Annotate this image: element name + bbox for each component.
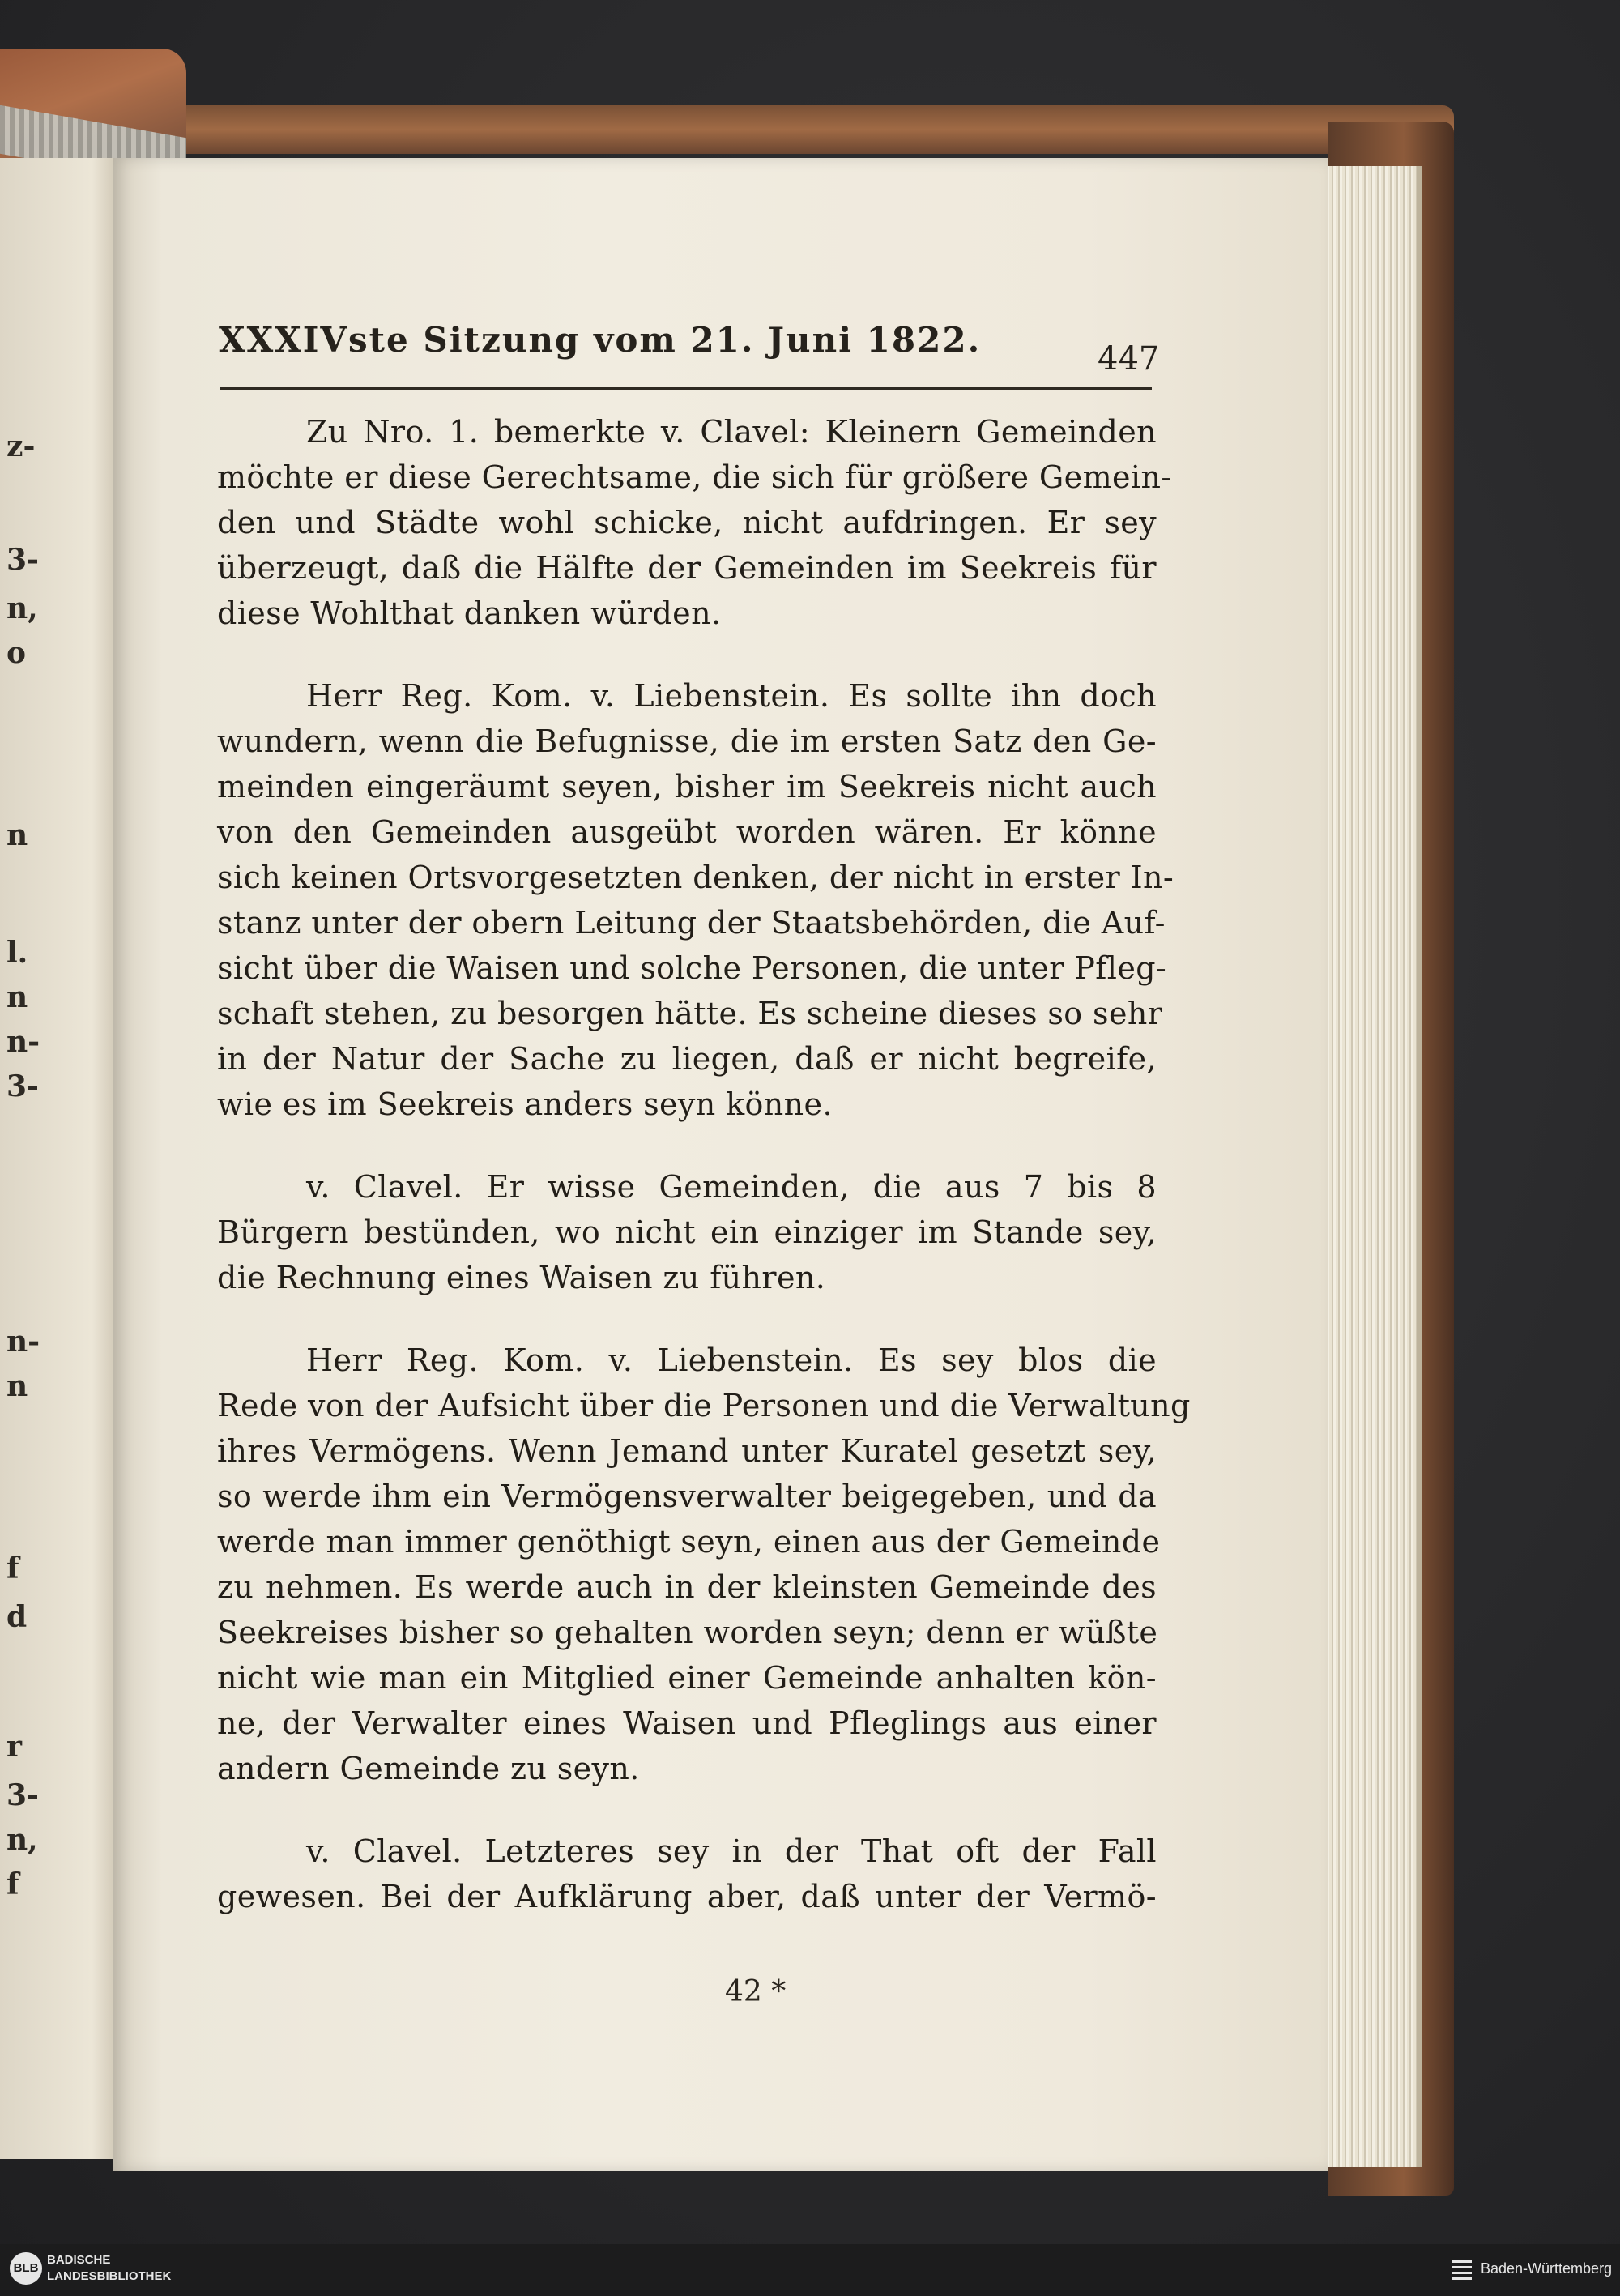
text-line: wundern, wenn die Befugnisse, die im ersten Satz den Ge-: [217, 723, 1157, 759]
left-page-fragment: n: [6, 1369, 28, 1403]
left-page-fragment: n,: [6, 1823, 38, 1857]
text-line: gewesen. Bei der Aufklärung aber, daß unter der Vermö-: [217, 1879, 1157, 1914]
text-line: wie es im Seekreis anders seyn könne.: [217, 1086, 833, 1122]
text-line: andern Gemeinde zu seyn.: [217, 1751, 640, 1786]
text-line: v. Clavel. Letzteres sey in der That oft der Fall: [306, 1833, 1157, 1869]
left-page-fragment: f: [6, 1867, 19, 1901]
book-cover-top-edge: [182, 105, 1454, 154]
left-page-fragment: f: [6, 1551, 19, 1585]
left-page-fragment: r: [6, 1730, 22, 1764]
baden-wuerttemberg-emblem-icon: [1450, 2257, 1474, 2283]
text-line: Bürgern bestünden, wo nicht ein einziger im Stande sey,: [217, 1214, 1157, 1250]
text-line: ne, der Verwalter eines Waisen und Pfleglings aus einer: [217, 1705, 1157, 1741]
left-page-fragment: 3-: [6, 1069, 39, 1103]
text-line: werde man immer genöthigt seyn, einen aus der Gemeinde: [217, 1524, 1161, 1560]
left-page-fragment: l.: [6, 936, 28, 970]
left-page-fragment: z-: [6, 429, 36, 463]
paragraph: [217, 1164, 1157, 1300]
text-line: sicht über die Waisen und solche Personen, die unter Pfleg-: [217, 950, 1167, 986]
left-page-fragment: o: [6, 636, 27, 670]
paragraph: [217, 673, 1174, 1127]
text-line: diese Wohlthat danken würden.: [217, 595, 722, 631]
library-name-line: BADISCHE: [47, 2253, 111, 2267]
text-line: so werde ihm ein Vermögensverwalter beigegeben, und da: [217, 1479, 1157, 1514]
text-line: nicht wie man ein Mitglied einer Gemeinde anhalten kön-: [217, 1660, 1157, 1696]
text-line: stanz unter der obern Leitung der Staatsbehörden, die Auf-: [217, 905, 1166, 941]
text-line: schaft stehen, zu besorgen hätte. Es scheine dieses so sehr: [217, 996, 1163, 1031]
text-line: zu nehmen. Es werde auch in der kleinsten Gemeinde des: [217, 1569, 1157, 1605]
left-page-fragment: 3-: [6, 543, 39, 577]
left-page-fragment: n: [6, 818, 28, 852]
left-page-fragment: n-: [6, 1325, 40, 1359]
left-page-fragment: d: [6, 1600, 28, 1634]
left-page-edge: [0, 158, 117, 2159]
paragraph: [217, 1829, 1157, 1919]
running-head: XXXIVste Sitzung vom 21. Juni 1822.: [219, 320, 982, 360]
blb-logo-icon: BLB: [10, 2252, 42, 2285]
state-name: Baden-Württemberg: [1481, 2260, 1613, 2277]
text-line: überzeugt, daß die Hälfte der Gemeinden im Seekreis für: [217, 550, 1157, 586]
page-number: 447: [1098, 340, 1160, 378]
library-name: [47, 2252, 171, 2285]
text-line: von den Gemeinden ausgeübt worden wären. Er könne: [217, 814, 1157, 850]
left-page-fragment: n-: [6, 1025, 40, 1059]
library-name-line: LANDESBIBLIOTHEK: [47, 2269, 172, 2283]
viewer-footer-bar: [0, 2244, 1620, 2296]
paragraph: [217, 1338, 1191, 1791]
text-line: Zu Nro. 1. bemerkte v. Clavel: Kleinern Gemeinden: [306, 414, 1157, 450]
text-line: meinden eingeräumt seyen, bisher im Seekreis nicht auch: [217, 769, 1157, 804]
header-rule: [220, 387, 1152, 390]
text-line: Rede von der Aufsicht über die Personen und die Verwaltung: [217, 1388, 1191, 1423]
left-page-fragment: n: [6, 980, 28, 1014]
text-line: Seekreises bisher so gehalten worden seyn; denn er wüßte: [217, 1615, 1158, 1650]
body-text: [217, 409, 1191, 1957]
signature-mark: 42 *: [725, 1975, 787, 2008]
left-page-fragment: 3-: [6, 1778, 39, 1812]
text-line: in der Natur der Sache zu liegen, daß er nicht begreife,: [217, 1041, 1157, 1077]
paragraph: [217, 409, 1172, 636]
text-line: die Rechnung eines Waisen zu führen.: [217, 1260, 826, 1295]
text-line: möchte er diese Gerechtsame, die sich für größere Gemein-: [217, 459, 1172, 495]
text-line: v. Clavel. Er wisse Gemeinden, die aus 7 bis 8: [306, 1169, 1157, 1205]
text-line: sich keinen Ortsvorgesetzten denken, der nicht in erster In-: [217, 860, 1174, 895]
text-line: Herr Reg. Kom. v. Liebenstein. Es sollte ihn doch: [306, 678, 1157, 714]
left-page-fragment: n,: [6, 591, 38, 625]
text-line: Herr Reg. Kom. v. Liebenstein. Es sey blos die: [306, 1342, 1157, 1378]
text-line: ihres Vermögens. Wenn Jemand unter Kuratel gesetzt sey,: [217, 1433, 1157, 1469]
page-block-edges: [1316, 166, 1422, 2167]
text-line: den und Städte wohl schicke, nicht aufdringen. Er sey: [217, 505, 1157, 540]
